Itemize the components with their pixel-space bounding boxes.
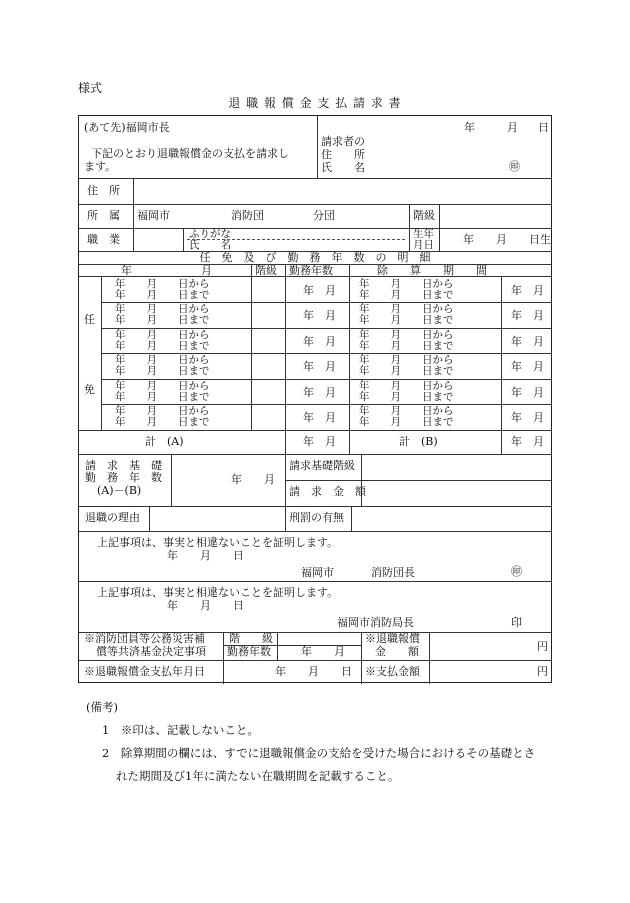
- service-from[interactable]: 年 月 日から: [115, 354, 210, 366]
- reason-label: 退職の理由: [85, 511, 140, 524]
- claimant-name-label: 氏 名: [321, 161, 365, 174]
- service-to[interactable]: 年 月 日まで: [115, 416, 210, 428]
- mutual-aid-label-line2: 償等共済基金決定事項: [96, 645, 206, 658]
- office-years-value[interactable]: 年 月: [301, 645, 345, 658]
- request-date-day[interactable]: 日: [538, 121, 549, 134]
- exclusion-years[interactable]: 年 月: [511, 335, 544, 348]
- basis-label-line3: (A)－(B): [97, 484, 142, 497]
- exclusion-from[interactable]: 年 月 日から: [359, 380, 454, 392]
- office-amount-yen: 円: [537, 640, 548, 653]
- service-to[interactable]: 年 月 日まで: [115, 391, 210, 403]
- exclusion-to[interactable]: 年 月 日まで: [359, 416, 454, 428]
- exclusion-years[interactable]: 年 月: [511, 386, 544, 399]
- office-rank-label: 階 級: [229, 632, 273, 645]
- birth-label-2: 月日: [413, 239, 434, 251]
- service-years[interactable]: 年 月: [303, 411, 336, 424]
- service-from[interactable]: 年 月 日から: [115, 405, 210, 417]
- claim-amount-label: 請 求 金 額: [289, 485, 366, 498]
- furigana-label: ふりがな: [189, 228, 231, 240]
- office-amount-label-line2: 金 額: [375, 645, 419, 658]
- claimant-label: 請求者の: [321, 135, 365, 148]
- notes-section: [86, 696, 556, 788]
- request-body-line2: ます。: [84, 160, 117, 173]
- certification-2-statement: 上記事項は、事実と相違ないことを証明します。: [97, 586, 339, 599]
- basis-rank-label: 請求基礎階級: [289, 459, 355, 472]
- exclusion-years[interactable]: 年 月: [511, 284, 544, 297]
- pay-amount-yen: 円: [537, 665, 548, 678]
- pay-date-label: ※退職報償金支払年月日: [84, 665, 205, 678]
- certification-2-seal: 印: [511, 616, 522, 629]
- rank-label: 階級: [413, 209, 435, 222]
- certification-1-seal: ㊞: [511, 565, 522, 578]
- exclusion-to[interactable]: 年 月 日まで: [359, 289, 454, 301]
- form-label: 様式: [78, 81, 103, 95]
- affiliation-unit: 分団: [313, 209, 335, 222]
- service-from[interactable]: 年 月 日から: [115, 303, 210, 315]
- exclusion-to[interactable]: 年 月 日まで: [359, 340, 454, 352]
- affiliation-label: 所 属: [87, 209, 120, 222]
- exclusion-from[interactable]: 年 月 日から: [359, 405, 454, 417]
- service-to[interactable]: 年 月 日まで: [115, 365, 210, 377]
- side-label-dismissal: 免: [84, 383, 95, 396]
- note-item-1: 1 ※印は、記載しないこと。: [102, 723, 259, 737]
- note-item-2-continuation: れた期間及び1年に満たない在職期間を記載すること。: [116, 769, 400, 783]
- service-years[interactable]: 年 月: [303, 335, 336, 348]
- certification-2-date[interactable]: 年 月 日: [167, 599, 244, 612]
- office-amount-label-line1: ※退職報償: [365, 632, 420, 645]
- exclusion-years[interactable]: 年 月: [511, 309, 544, 322]
- birth-label-1: 生年: [413, 228, 434, 240]
- affiliation-city: 福岡市: [137, 209, 170, 222]
- request-date-month[interactable]: 月: [507, 121, 518, 134]
- service-section-title: 任 免 及 び 勤 務 年 数 の 明 細: [199, 251, 431, 264]
- service-from[interactable]: 年 月 日から: [115, 380, 210, 392]
- penalty-label: 刑罰の有無: [289, 511, 344, 524]
- basis-label-line1: 請 求 基 礎: [85, 459, 162, 472]
- col-year: 年: [121, 264, 132, 277]
- notes-heading: (備考): [86, 700, 118, 714]
- service-years[interactable]: 年 月: [303, 309, 336, 322]
- note-item-2: 2 除算期間の欄には、すでに退職報償金の支給を受けた場合におけるその基礎とさ: [102, 746, 536, 760]
- request-body-line1: 下記のとおり退職報償金の支払を請求し: [91, 147, 289, 160]
- occupation-label: 職 業: [87, 233, 120, 246]
- total-a-value[interactable]: 年 月: [303, 435, 336, 448]
- exclusion-from[interactable]: 年 月 日から: [359, 329, 454, 341]
- exclusion-years[interactable]: 年 月: [511, 360, 544, 373]
- total-b-value[interactable]: 年 月: [511, 435, 544, 448]
- pay-date-value[interactable]: 年 月 日: [275, 665, 352, 678]
- mutual-aid-label-line1: ※消防団員等公務災害補: [84, 632, 205, 645]
- col-years-served: 勤務年数: [289, 264, 333, 277]
- name-label: 氏 名: [189, 239, 231, 251]
- certification-1-date[interactable]: 年 月 日: [167, 549, 244, 562]
- certification-1-city: 福岡市: [301, 566, 334, 579]
- claim-form: [78, 115, 552, 683]
- total-a-label: 計 (A): [145, 435, 184, 448]
- exclusion-from[interactable]: 年 月 日から: [359, 278, 454, 290]
- document-title: 退 職 報 償 金 支 払 請 求 書: [228, 96, 402, 110]
- basis-value[interactable]: 年 月: [231, 473, 275, 486]
- col-exclusion: 除 算 期 間: [377, 264, 487, 277]
- service-from[interactable]: 年 月 日から: [115, 329, 210, 341]
- col-rank: 階級: [255, 264, 277, 277]
- exclusion-to[interactable]: 年 月 日まで: [359, 314, 454, 326]
- birth-date-value[interactable]: 年 月 日生: [463, 233, 551, 246]
- exclusion-to[interactable]: 年 月 日まで: [359, 391, 454, 403]
- exclusion-years[interactable]: 年 月: [511, 411, 544, 424]
- certification-1-officer: 消防団長: [371, 566, 415, 579]
- service-years[interactable]: 年 月: [303, 360, 336, 373]
- exclusion-to[interactable]: 年 月 日まで: [359, 365, 454, 377]
- certification-2-officer: 福岡市消防局長: [337, 616, 414, 629]
- service-from[interactable]: 年 月 日から: [115, 278, 210, 290]
- service-to[interactable]: 年 月 日まで: [115, 314, 210, 326]
- affiliation-corps: 消防団: [231, 209, 264, 222]
- office-years-label: 勤務年数: [227, 645, 271, 658]
- service-to[interactable]: 年 月 日まで: [115, 340, 210, 352]
- service-years[interactable]: 年 月: [303, 284, 336, 297]
- address-label: 住 所: [87, 184, 120, 197]
- pay-amount-label: ※支払金額: [365, 665, 420, 678]
- addressee: (あて先)福岡市長: [84, 121, 170, 134]
- total-b-label: 計 (B): [399, 435, 438, 448]
- basis-label-line2: 勤 務 年 数: [85, 471, 162, 484]
- exclusion-from[interactable]: 年 月 日から: [359, 303, 454, 315]
- request-date-year[interactable]: 年: [464, 121, 475, 134]
- col-month: 月: [201, 264, 212, 277]
- certification-1-statement: 上記事項は、事実と相違ないことを証明します。: [97, 536, 339, 549]
- side-label-appointment: 任: [84, 313, 95, 326]
- service-to[interactable]: 年 月 日まで: [115, 289, 210, 301]
- exclusion-from[interactable]: 年 月 日から: [359, 354, 454, 366]
- service-years[interactable]: 年 月: [303, 386, 336, 399]
- claimant-address-label: 住 所: [321, 148, 365, 161]
- claimant-seal: ㊞: [509, 160, 520, 173]
